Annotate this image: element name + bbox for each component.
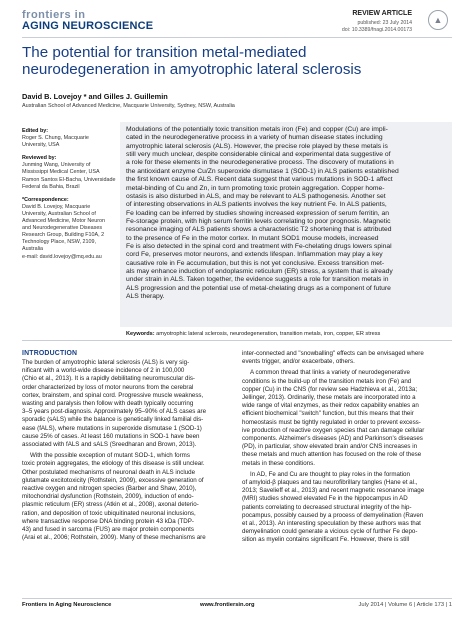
abstract-line: amyotrophic lateral sclerosis (ALS). However, the precise role played by these metals is xyxy=(126,142,388,150)
editorial-info xyxy=(22,128,114,267)
body-text-line: Jellinger, 2013). Ordinarily, these metals are incorporated into a xyxy=(242,394,416,402)
keywords-text: amyotrophic lateral sclerosis, neurodegeneration, transition metals, iron, copper, ER stress xyxy=(156,331,381,337)
body-text-line: wide range of vital enzymes, as their redox capability enables an xyxy=(242,402,419,410)
body-text-line: sporadic (sALS) while the balance is genetically linked familial dis- xyxy=(22,416,204,424)
body-text-line: mitochondrial dysfunction (Rothstein, 2009), induction of endo- xyxy=(22,493,194,501)
body-text-line: Other postulated mechanisms of neuronal death in ALS include xyxy=(22,468,196,476)
journal-name-line2: AGING NEUROSCIENCE xyxy=(22,20,154,32)
body-text-line: associated with fALS and sALS (Sreedharan and Brown, 2013). xyxy=(22,441,197,449)
correspondence-line: Technology Place, NSW, 2109, xyxy=(22,239,97,246)
reviewer-line: Federal da Bahia, Brazil xyxy=(22,183,80,190)
body-text-line: ive production of reactive oxygen species that can damage cellular xyxy=(242,426,425,434)
article-title xyxy=(22,44,447,78)
title-line-2: neurodegeneration in amyotrophic lateral sclerosis xyxy=(22,61,362,78)
edited-by-line[interactable]: Roger S. Chung, Macquarie xyxy=(22,135,89,142)
body-text-line: sition as myelin contains significant Fe. However, there is still xyxy=(242,536,410,544)
correspondence-line: and Neurodegenerative Diseases xyxy=(22,225,103,232)
body-text-line: homeostasis must be tightly regulated in order to prevent excess- xyxy=(242,418,421,426)
published-date: published: 23 July 2014 xyxy=(357,20,412,26)
body-text-line: patients correlating to decreased structural integrity of the hip- xyxy=(242,503,412,511)
abstract-line: under strain in ALS. Taken together, the evidence suggests a role for transition metals in xyxy=(126,276,389,284)
abstract-line: Fe loading can be inferred by studies showing increased expression of serum ferritin, an xyxy=(126,209,390,217)
abstract-line: metal-binding of Cu and Zn, in turn promoting toxic protein aggregation. Copper home- xyxy=(126,184,385,192)
body-text-line: 3–5 years post-diagnosis. Approximately 95–90% of ALS cases are xyxy=(22,408,207,416)
keywords-line xyxy=(126,331,448,337)
reviewer-line: Mississippi Medical Center, USA xyxy=(22,169,100,176)
correspondence-line: Research Group, Building F10A, 2 xyxy=(22,232,105,239)
abstract-line: still very much unclear, despite considerable clinical and experimental data suggestive of xyxy=(126,151,391,159)
frontiers-logo-icon: ▲ xyxy=(428,10,448,30)
body-text-line: (Chio et al., 2013). It is a rapidly debilitating neuromuscular dis- xyxy=(22,375,195,383)
body-text-line: With the possible exception of mutant SOD-1, which forms xyxy=(30,452,190,460)
body-text-line: where transactive response DNA binding protein 43 kDa (TDP- xyxy=(22,517,194,525)
body-text-line: 2013; Savelieff et al., 2013) and recent magnetic resonance image xyxy=(242,487,425,495)
body-text-line: reactive oxygen and nitrogen species (Barber and Shaw, 2010), xyxy=(22,485,197,493)
abstract-line: Fe-storage protein, with high serum ferritin levels correlating to poor prognosis. Magnetic xyxy=(126,217,391,225)
section-divider xyxy=(22,340,452,341)
body-text-line: copper (Cu) in the CNS (for review see Hadzhieva et al., 2013a; xyxy=(242,385,418,393)
body-text-line: glutamate excitotoxicity (Rothstein, 2009), excessive generation of xyxy=(22,476,204,484)
correspondence-email[interactable]: e-mail: david.lovejoy@mq.edu.au xyxy=(22,253,102,260)
abstract-line: ALS therapy. xyxy=(126,293,165,301)
reviewer-line[interactable]: Junming Wang, University of xyxy=(22,162,91,169)
body-text-line: cause 25% of cases. At least 160 mutations in SOD-1 have been xyxy=(22,432,200,440)
abstract-line: ostasis is also disturbed in ALS, and may be relevant to ALS pathogenesis. Another set xyxy=(126,192,386,200)
abstract-line: cated in the neurodegenerative process in a variety of human disease states including xyxy=(126,134,383,142)
correspondence-line: Australia xyxy=(22,246,43,253)
body-text-line: these metals and much attention has focused on the role of these xyxy=(242,451,422,459)
correspondence-label: *Correspondence: xyxy=(22,196,69,203)
body-text-line: In AD, Fe and Cu are thought to play roles in the formation xyxy=(250,470,410,478)
keywords-label: Keywords: xyxy=(126,331,155,337)
footer-divider xyxy=(22,598,452,599)
correspondence-line: David B. Lovejoy, Macquarie xyxy=(22,203,91,210)
abstract-line: cord Fe, preserves motor neurons, and extends lifespan. Inflammation may play a key xyxy=(126,251,383,259)
header-divider xyxy=(22,37,452,38)
body-text-line: metals in these conditions. xyxy=(242,459,315,467)
body-text-line: inter-connected and "snowballing" effects can be envisaged where xyxy=(242,350,424,357)
correspondence-line: University, Australian School of xyxy=(22,210,96,217)
affiliation: Australian School of Advanced Medicine, Macquarie University, Sydney, NSW, Australia xyxy=(22,103,235,109)
correspondence-line: Advanced Medicine, Motor Neuron xyxy=(22,218,105,225)
title-line-1: The potential for transition metal-mediated xyxy=(22,44,307,61)
body-column-left xyxy=(22,359,228,542)
body-text-line: wasting and paralysis then follow with death typically occurring xyxy=(22,400,194,408)
reviewed-by-label: Reviewed by: xyxy=(22,155,57,162)
body-text-line: toxic protein aggregates, the etiology of this disease is still unclear. xyxy=(22,460,205,468)
abstract-line: resonance imaging of ALS patients shows a characteristic T2 shortening that is attributed xyxy=(126,226,392,234)
body-text-line: conditions is the build-up of the transition metals iron (Fe) and xyxy=(242,377,412,385)
doi-link[interactable]: doi: 10.3389/fnagi.2014.00173 xyxy=(341,27,412,33)
body-text-line: demyelination could generate a vicious cycle of further Fe depo- xyxy=(242,528,418,536)
body-text-line: pocampus, possibly caused by a process of demyelination (Raven xyxy=(242,511,424,519)
body-text-line: of amyloid-β plaques and tau neurofibrillary tangles (Hane et al., xyxy=(242,479,418,487)
article-type-label: REVIEW ARTICLE xyxy=(352,10,412,17)
body-text-line: et al., 2013). An interesting speculation by these authors was that xyxy=(242,520,421,528)
body-text-line: events trigger, and/or exacerbate, others. xyxy=(242,358,355,366)
correspondence-block xyxy=(22,197,114,261)
body-text-line: order characterized by loss of motor neurons from the cerebral xyxy=(22,383,194,391)
abstract-line: the first known cause of ALS. Recent data suggest that various mutations in SOD-1 affect xyxy=(126,176,393,184)
reviewed-by-block xyxy=(22,155,114,190)
edited-by-block xyxy=(22,128,114,149)
body-text-line: ease (fALS), where mutations in superoxide dismutase 1 (SOD-1) xyxy=(22,424,202,432)
abstract-line: ALS progression and the potential use of metal-chelating drugs as a component of future xyxy=(126,284,391,292)
body-text-line: A common thread that links a variety of neurodegenerative xyxy=(250,369,410,377)
reviewer-line[interactable]: Ramon Santos El-Bacha, Universidade xyxy=(22,176,116,183)
abstract-line: of interesting observations in ALS patients involves the key nutrient Fe. In ALS patients, xyxy=(126,201,387,209)
abstract-line: Fe is also detected in the spinal cord and treatment with Fe-chelating drugs lowers spinal xyxy=(126,243,392,251)
body-text-line: components. Alzheimer's diseases (AD) and Parkinson's diseases xyxy=(242,435,423,443)
body-text-line: ration, and deposition of toxic ubiquitinated neuronal inclusions, xyxy=(22,509,196,517)
body-text-line: (PD), in particular, show elevated brain and/or CNS increases in xyxy=(242,443,418,451)
body-text-line: The burden of amyotrophic lateral sclerosis (ALS) is very sig- xyxy=(22,359,190,366)
abstract-line: the antioxidant enzyme Cu/Zn superoxide dismutase 1 (SOD-1) in ALS patients established xyxy=(126,167,399,175)
abstract-line: als may enhance induction of endoplasmic reticulum (ER) stress, a system that is already xyxy=(126,268,393,276)
body-text-line: cortex, brainstem, and spinal cord. Progressive muscle weakness, xyxy=(22,391,204,399)
body-text-line: 43) and fused in sarcoma (FUS) are major protein components xyxy=(22,526,194,534)
footer-issue-info: July 2014 | Volume 6 | Article 173 | 1 xyxy=(358,602,452,608)
abstract-text xyxy=(126,126,448,302)
body-text-line: (Arai et al., 2006; Rothstein, 2009). Many of these mechanisms are xyxy=(22,534,206,542)
journal-name-line1: frontiers in xyxy=(22,9,86,21)
author-list: David B. Lovejoy * and Gilles J. Guillemin xyxy=(22,92,168,101)
footer-journal-name: Frontiers in Aging Neuroscience xyxy=(22,602,112,608)
abstract-line: Modulations of the potentially toxic transition metals iron (Fe) and copper (Cu) are impli- xyxy=(126,126,388,133)
body-text-line: (MRI) studies showed elevated Fe in the hippocampus in AD xyxy=(242,495,408,503)
abstract-line: causative role in Fe accumulation, but this is not yet conclusive. Excess transition met- xyxy=(126,259,385,267)
abstract-line: a role for these elements in the neurodegenerative process. The discovery of mutations in xyxy=(126,159,394,167)
abstract-line: to the presence of Fe in the motor cortex. In mutant SOD1 mouse models, increased xyxy=(126,234,379,242)
introduction-heading: INTRODUCTION xyxy=(22,350,78,357)
body-text-line: nificant with a world-wide disease incidence of 2 in 100,000 xyxy=(22,367,185,375)
body-text-line: plasmic reticulum (ER) stress (Atkin et al., 2008), axonal deterio- xyxy=(22,501,199,509)
body-column-right xyxy=(242,350,452,545)
edited-by-label: Edited by: xyxy=(22,128,49,134)
edited-by-line: University, USA xyxy=(22,142,60,149)
footer-website-link[interactable]: www.frontiersin.org xyxy=(200,602,255,608)
body-text-line: efficient biochemical "switch" function, but this means that their xyxy=(242,410,414,418)
